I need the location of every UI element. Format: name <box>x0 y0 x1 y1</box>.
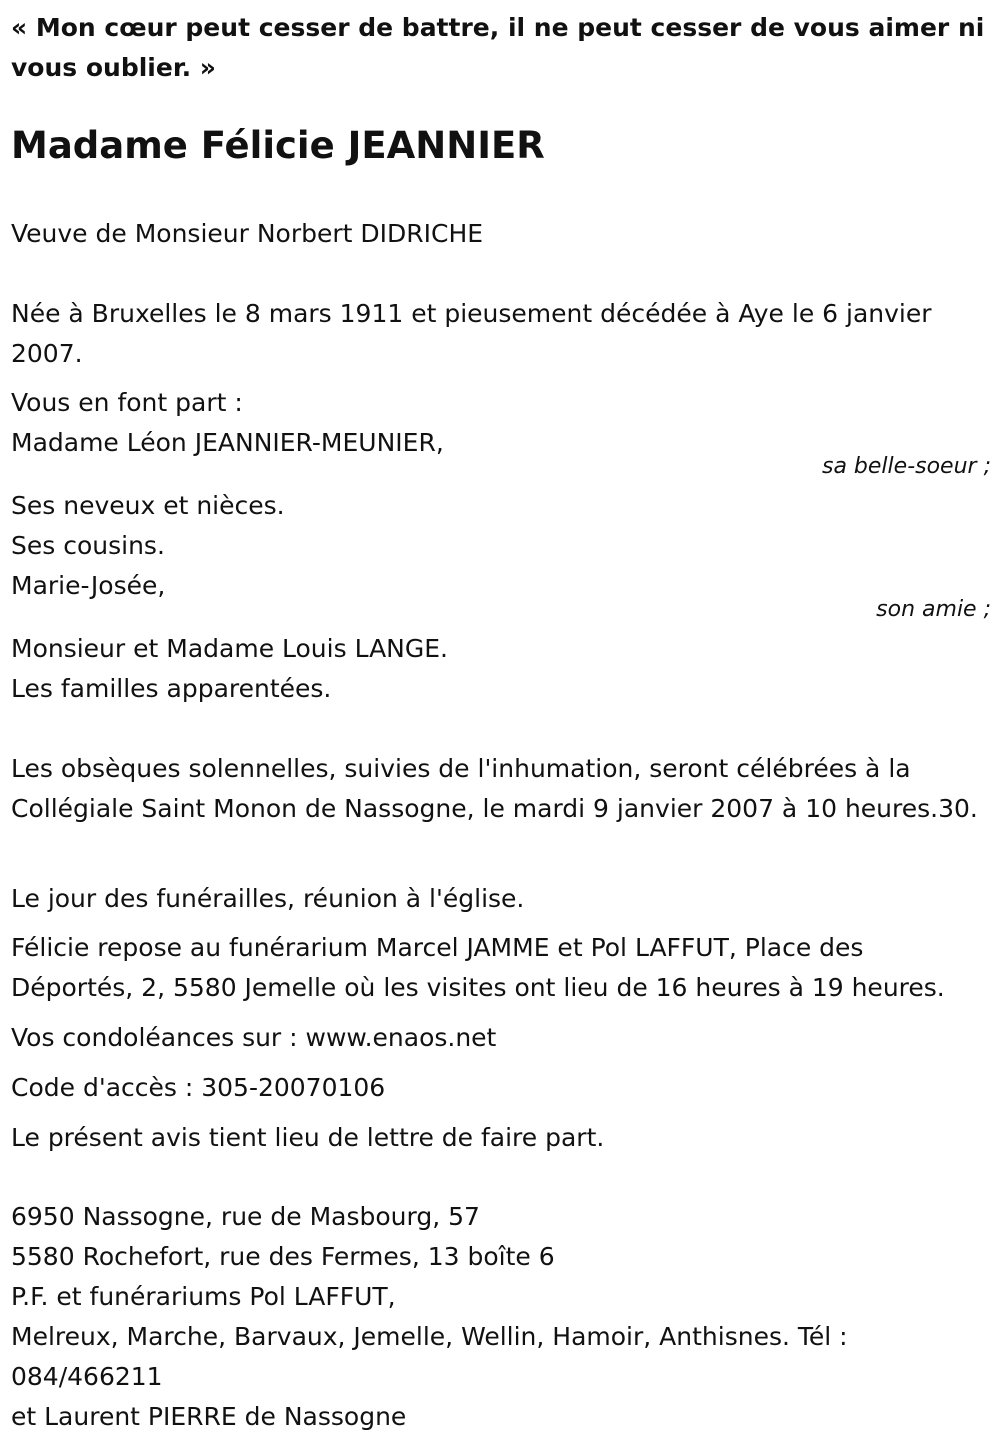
family-member-3: Ses cousins. <box>11 531 165 560</box>
family-relation-4: son amie ; <box>876 597 991 622</box>
deceased-name: Madame Félicie JEANNIER <box>11 124 545 167</box>
family-member-5: Monsieur et Madame Louis LANGE. <box>11 634 448 663</box>
condolences-link[interactable]: Vos condoléances sur : www.enaos.net <box>11 1023 497 1052</box>
announcers-intro: Vous en font part : <box>11 388 243 417</box>
address-line-4: Melreux, Marche, Barvaux, Jemelle, Wellin, Hamoir, Anthisnes. Tél : 084/466211 <box>11 1322 848 1391</box>
access-code: Code d'accès : 305-20070106 <box>11 1073 386 1102</box>
address-line-3: P.F. et funérariums Pol LAFFUT, <box>11 1282 396 1311</box>
funeral-ceremony: Les obsèques solennelles, suivies de l'inhumation, seront célébrées à la Collégiale Saint Monon de Nassogne, le mardi 9 janvier 2007 à 10 heures.30. <box>11 754 978 823</box>
address-line-5: et Laurent PIERRE de Nassogne <box>11 1402 407 1431</box>
birth-death-info: Née à Bruxelles le 8 mars 1911 et pieusement décédée à Aye le 6 janvier 2007. <box>11 299 932 368</box>
epitaph-quote: « Mon cœur peut cesser de battre, il ne peut cesser de vous aimer ni vous oublier. » <box>11 13 985 82</box>
widow-of: Veuve de Monsieur Norbert DIDRICHE <box>11 219 484 248</box>
family-relation-1: sa belle-soeur ; <box>822 454 991 479</box>
address-line-2: 5580 Rochefort, rue des Fermes, 13 boîte 6 <box>11 1242 555 1271</box>
family-member-2: Ses neveux et nièces. <box>11 491 285 520</box>
visitation-info: Félicie repose au funérarium Marcel JAMME et Pol LAFFUT, Place des Déportés, 2, 5580 Jemelle où les visites ont lieu de 16 heures à 19 heures. <box>11 933 945 1002</box>
family-member-4: Marie-Josée, <box>11 571 166 600</box>
funeral-meeting: Le jour des funérailles, réunion à l'église. <box>11 884 525 913</box>
family-member-6: Les familles apparentées. <box>11 674 332 703</box>
address-line-1: 6950 Nassogne, rue de Masbourg, 57 <box>11 1202 480 1231</box>
notice-statement: Le présent avis tient lieu de lettre de faire part. <box>11 1123 605 1152</box>
family-member-1: Madame Léon JEANNIER-MEUNIER, <box>11 428 444 457</box>
